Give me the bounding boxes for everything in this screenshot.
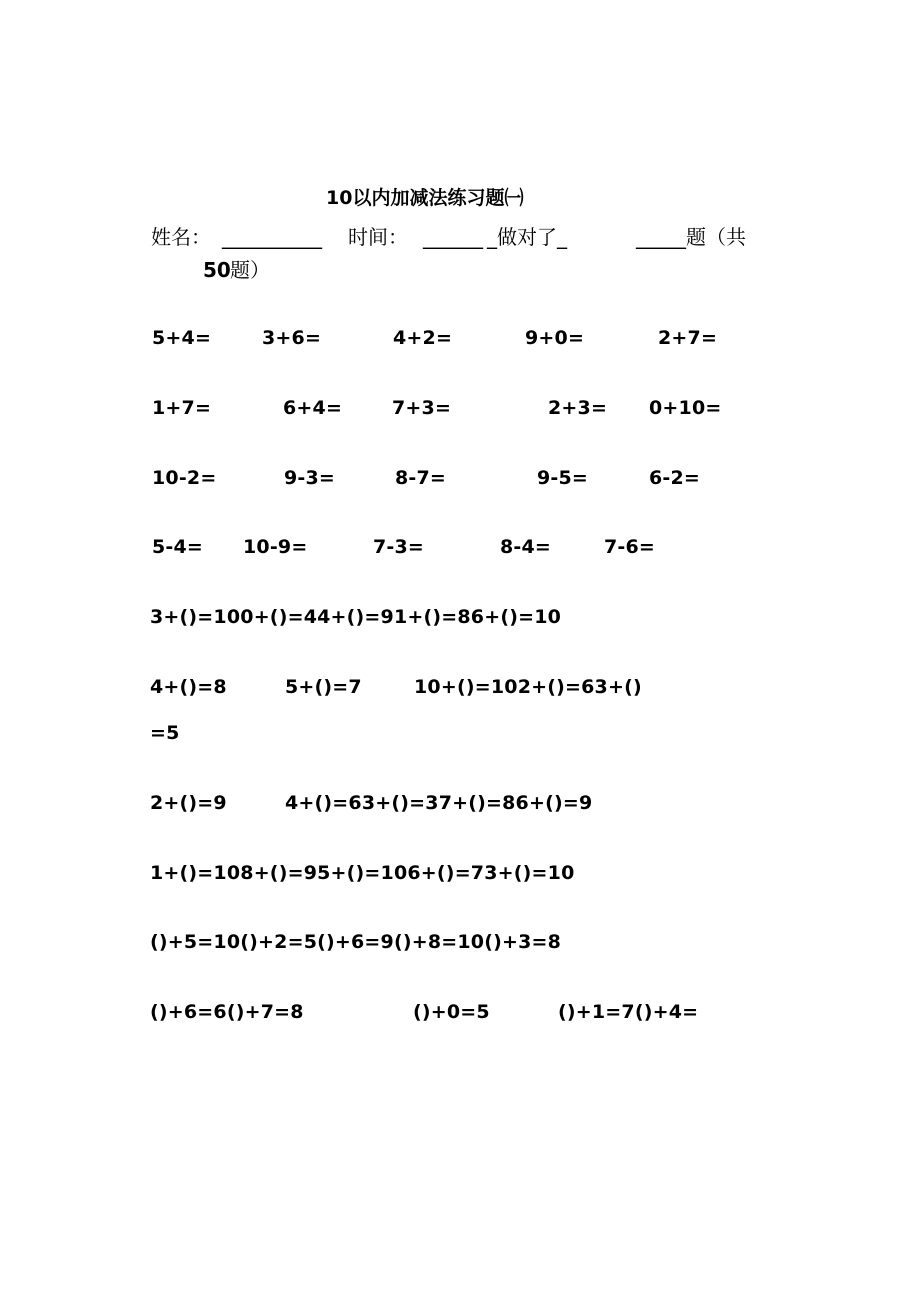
problem: 2+()=9: [150, 792, 227, 814]
correct-label: _做对了_: [487, 225, 567, 249]
problem: 4+()=63+()=37+()=86+()=9: [285, 792, 593, 814]
time-blank: ______: [423, 225, 483, 249]
problem: 5+4=: [152, 327, 212, 349]
problem: ()+5=10()+2=5()+6=9()+8=10()+3=8: [150, 931, 562, 953]
problem: 9+0=: [525, 327, 585, 349]
problem: 7-6=: [604, 536, 656, 558]
problem: =5: [150, 722, 180, 744]
time-label: 时间：: [348, 225, 408, 249]
problem: 1+()=108+()=95+()=106+()=73+()=10: [150, 862, 575, 884]
problem: 10+()=102+()=63+(): [414, 676, 642, 698]
total-tail: 题（共: [686, 225, 746, 249]
problem: 10-9=: [243, 536, 308, 558]
problem: 7-3=: [373, 536, 425, 558]
problem: 5+()=7: [285, 676, 362, 698]
problem: 10-2=: [152, 467, 217, 489]
problem: 7+3=: [392, 397, 452, 419]
problem: ()+0=5: [413, 1001, 490, 1023]
problem: 3+()=100+()=44+()=91+()=86+()=10: [150, 606, 562, 628]
problem: 0+10=: [649, 397, 722, 419]
total-count: 50: [203, 258, 231, 282]
problem: ()+1=7()+4=: [558, 1001, 699, 1023]
total-end: 题）: [230, 258, 270, 282]
problem: 4+2=: [393, 327, 453, 349]
problem: 2+3=: [548, 397, 608, 419]
problem: 9-5=: [537, 467, 589, 489]
name-label: 姓名：: [151, 225, 211, 249]
problem: 9-3=: [284, 467, 336, 489]
problem: ()+6=6()+7=8: [150, 1001, 304, 1023]
problem: 2+7=: [658, 327, 718, 349]
problem: 1+7=: [152, 397, 212, 419]
problem: 8-7=: [395, 467, 447, 489]
problem: 6-2=: [649, 467, 701, 489]
name-blank: __________: [222, 225, 322, 249]
problem: 3+6=: [262, 327, 322, 349]
problem: 4+()=8: [150, 676, 227, 698]
problem: 8-4=: [500, 536, 552, 558]
problem: 6+4=: [283, 397, 343, 419]
page-title: 10以内加减法练习题㈠: [326, 187, 524, 209]
problem: 5-4=: [152, 536, 204, 558]
count-blank: _____: [636, 225, 686, 249]
